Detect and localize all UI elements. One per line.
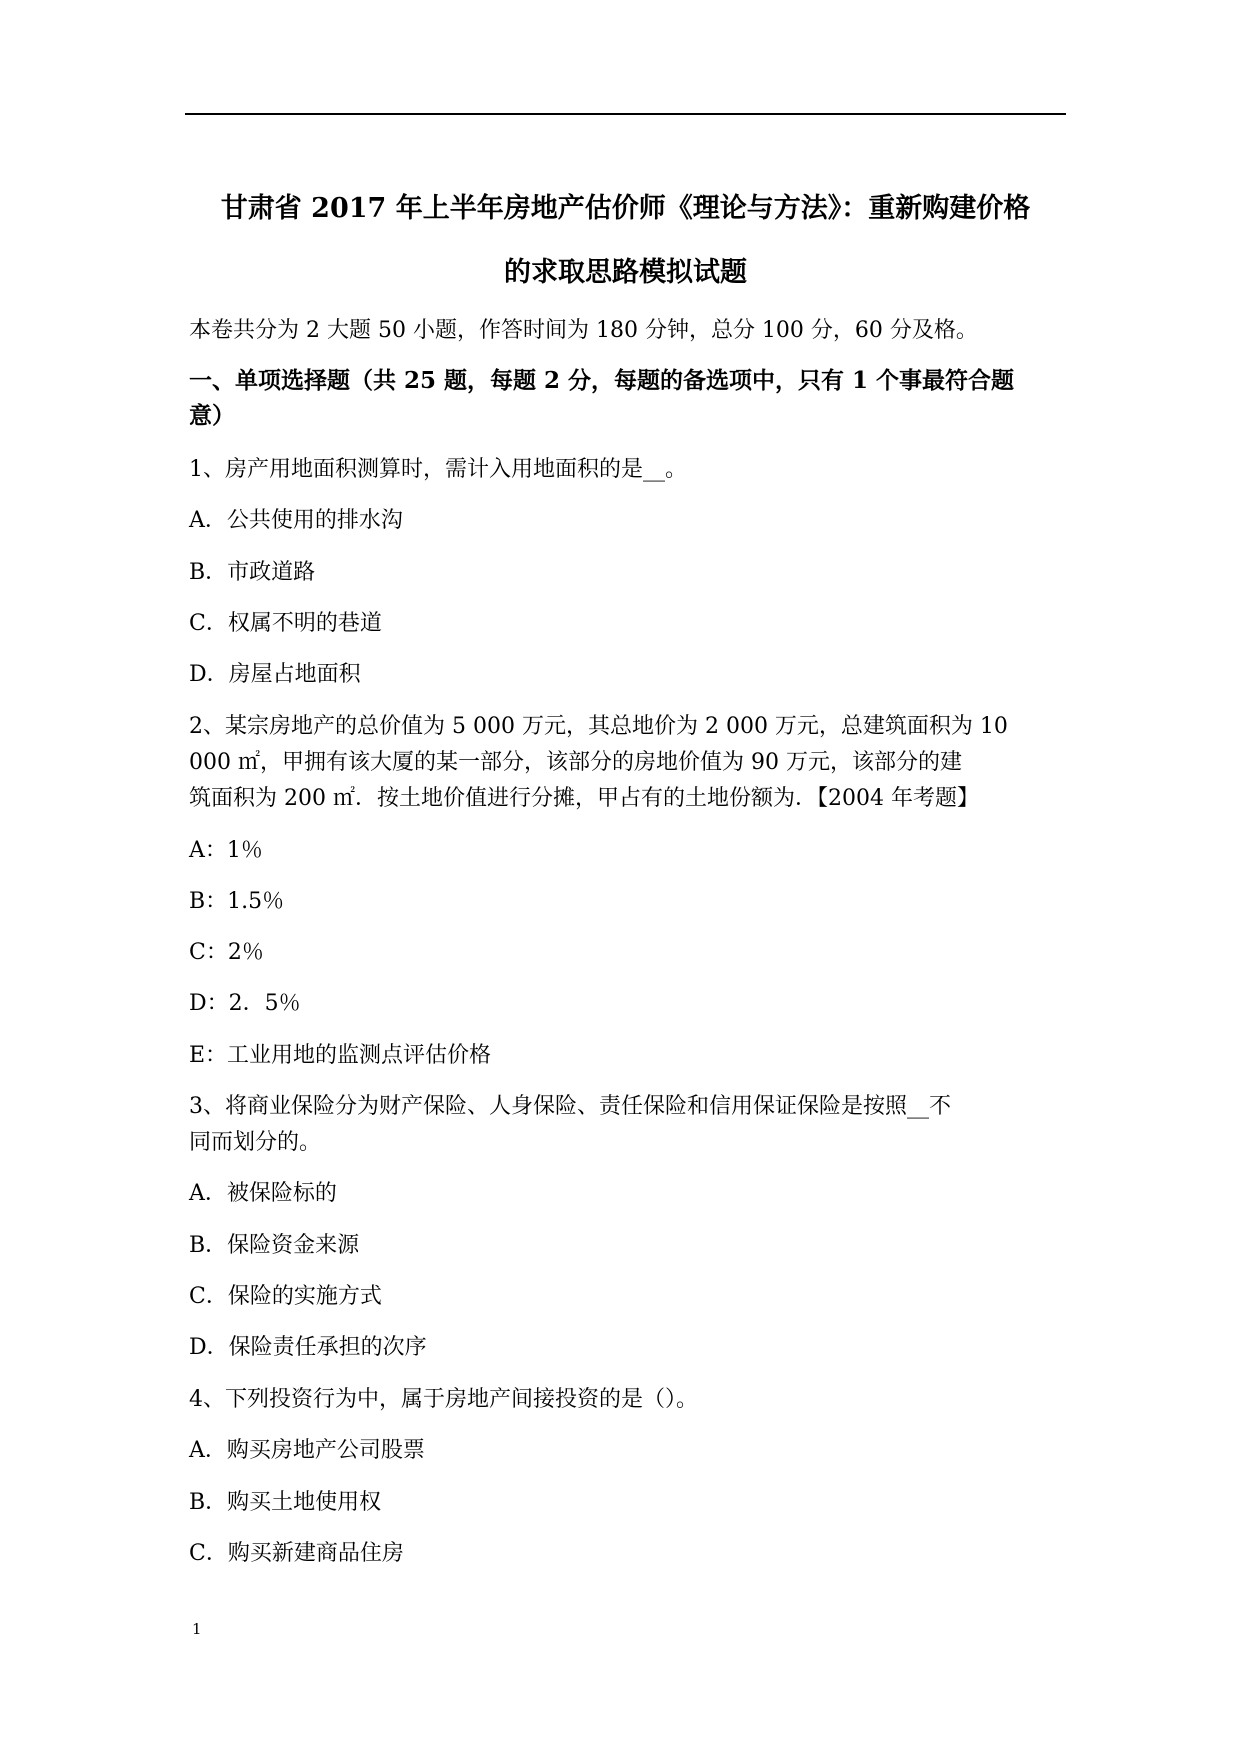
question-2-option-c: C：2％ (189, 940, 264, 965)
question-3-stem-line-2: 同而划分的。 (189, 1130, 322, 1155)
question-2-option-e: E：工业用地的监测点评估价格 (189, 1043, 492, 1068)
question-2-option-a: A：1％ (189, 838, 263, 863)
question-4-option-c: C．购买新建商品住房 (189, 1541, 404, 1566)
header-rule (185, 113, 1066, 115)
question-3-option-b: B．保险资金来源 (189, 1233, 360, 1258)
question-1-option-d: D．房屋占地面积 (189, 662, 361, 687)
question-2-stem-line-2: 000 ㎡，甲拥有该大厦的某一部分，该部分的房地价值为 90 万元，该部分的建 (189, 750, 962, 775)
exam-intro: 本卷共分为 2 大题 50 小题，作答时间为 180 分钟，总分 100 分，60 分及格。 (189, 318, 978, 343)
question-3-option-a: A．被保险标的 (189, 1181, 337, 1206)
page-number: 1 (192, 1620, 202, 1638)
document-title-line-2: 的求取思路模拟试题 (504, 257, 747, 288)
question-2-stem-line-1: 2、某宗房地产的总价值为 5 000 万元，其总地价为 2 000 万元，总建筑面积为 10 (189, 714, 1008, 739)
question-3-option-c: C．保险的实施方式 (189, 1284, 382, 1309)
document-title-line-1: 甘肃省 2017 年上半年房地产估价师《理论与方法》：重新购建价格 (220, 193, 1031, 224)
section-heading-line-2: 意） (189, 402, 235, 429)
question-4-option-a: A．购买房地产公司股票 (189, 1438, 425, 1463)
question-1-option-b: B．市政道路 (189, 560, 316, 585)
question-1-stem: 1、房产用地面积测算时，需计入用地面积的是__。 (189, 457, 687, 482)
question-4-stem: 4、下列投资行为中，属于房地产间接投资的是（）。 (189, 1387, 698, 1412)
question-3-stem-line-1: 3、将商业保险分为财产保险、人身保险、责任保险和信用保证保险是按照__不 (189, 1094, 951, 1119)
question-4-option-b: B．购买土地使用权 (189, 1490, 382, 1515)
question-2-option-d: D：2．5％ (189, 991, 301, 1016)
question-2-option-b: B：1.5％ (189, 889, 285, 914)
question-3-option-d: D．保险责任承担的次序 (189, 1335, 427, 1360)
question-1-option-c: C．权属不明的巷道 (189, 611, 382, 636)
question-1-option-a: A．公共使用的排水沟 (189, 508, 403, 533)
section-heading-line-1: 一、单项选择题（共 25 题，每题 2 分，每题的备选项中，只有 1 个事最符合题 (189, 367, 1015, 394)
question-2-stem-line-3: 筑面积为 200 ㎡．按土地价值进行分摊，甲占有的土地份额为．【2004 年考题】 (189, 786, 979, 811)
